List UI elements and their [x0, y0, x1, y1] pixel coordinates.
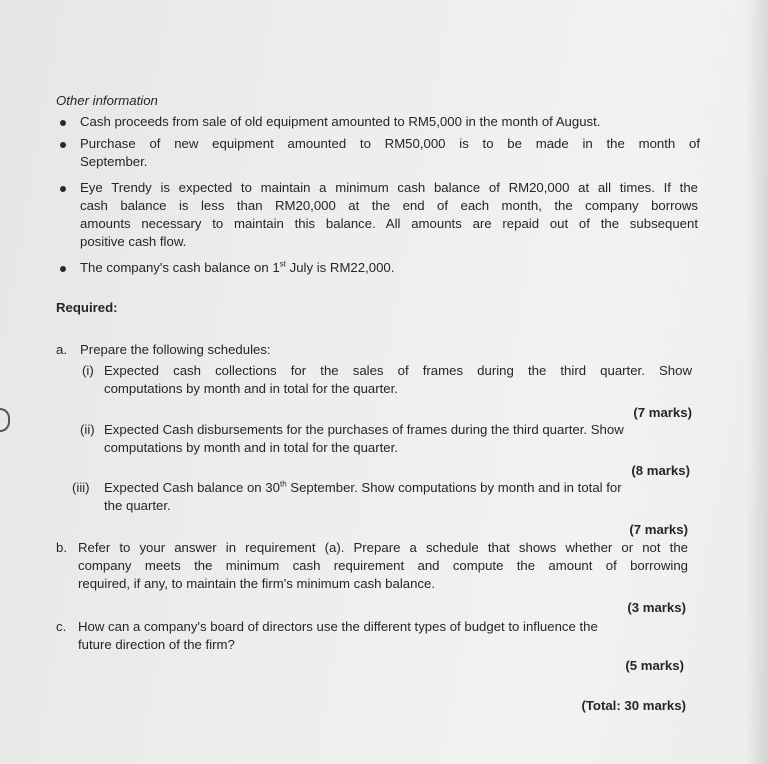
- bullet-item: [80, 135, 700, 171]
- bullet-line: cash balance is less than RM20,000 at the end of each month, the company borrows: [80, 198, 698, 213]
- sub-question-numeral: (i): [82, 363, 94, 378]
- question-line: future direction of the firm?: [78, 637, 235, 652]
- other-information-heading: Other information: [56, 93, 158, 108]
- bullet-line: Cash proceeds from sale of old equipment amounted to RM5,000 in the month of August.: [80, 114, 601, 129]
- required-heading: Required:: [56, 300, 118, 315]
- sub-question-line: Expected cash collections for the sales of frames during the third quarter. Show: [104, 363, 692, 378]
- question-b: [78, 539, 688, 593]
- sub-question-text: September. Show computations by month and in total for: [286, 480, 622, 495]
- bullet-line: Eye Trendy is expected to maintain a minimum cash balance of RM20,000 at all times. If the: [80, 180, 698, 195]
- marks-label: (3 marks): [627, 600, 686, 615]
- sub-question-numeral: (iii): [72, 480, 90, 495]
- bullet-icon: [60, 120, 66, 126]
- bullet-icon: [60, 266, 66, 272]
- bullet-item: [80, 179, 698, 251]
- marks-label: (7 marks): [629, 522, 688, 537]
- bullet-item: [80, 113, 690, 131]
- question-letter-c: c.: [56, 619, 67, 634]
- marks-label: (7 marks): [633, 405, 692, 420]
- sub-question-iii: [104, 479, 690, 515]
- sub-question-numeral: (ii): [80, 422, 95, 437]
- bullet-item: [80, 259, 680, 277]
- ordinal-suffix: th: [279, 479, 287, 489]
- bullet-line: positive cash flow.: [80, 234, 187, 249]
- sub-question-line: Expected Cash disbursements for the purchases of frames during the third quarter. Show: [104, 422, 624, 437]
- question-a-intro: Prepare the following schedules:: [80, 342, 271, 357]
- bullet-line: Purchase of new equipment amounted to RM50,000 is to be made in the month of: [80, 136, 700, 151]
- total-marks: (Total: 30 marks): [581, 698, 686, 713]
- question-letter-a: a.: [56, 342, 67, 357]
- question-line: Refer to your answer in requirement (a). Prepare a schedule that shows whether or not the: [78, 540, 688, 555]
- bullet-line: September.: [80, 154, 148, 169]
- question-letter-b: b.: [56, 540, 67, 555]
- bullet-line: amounts necessary to maintain this balance. All amounts are repaid out of the subsequent: [80, 216, 698, 231]
- bullet-text: The company's cash balance on 1: [80, 260, 280, 275]
- bullet-icon: [60, 142, 66, 148]
- marks-label: (5 marks): [625, 658, 684, 673]
- sub-question-line: [104, 479, 690, 497]
- question-line: required, if any, to maintain the firm's minimum cash balance.: [78, 576, 436, 591]
- sub-question-line: computations by month and in total for the quarter.: [104, 381, 398, 396]
- sub-question-text: Expected Cash balance on 30: [104, 480, 280, 495]
- question-line: How can a company's board of directors use the different types of budget to influence the: [78, 619, 598, 634]
- question-line: company meets the minimum cash requirement and compute the amount of borrowing: [78, 558, 688, 573]
- sub-question-ii: [104, 421, 692, 457]
- sub-question-line: the quarter.: [104, 498, 171, 513]
- bullet-text: July is RM22,000.: [285, 260, 395, 275]
- ordinal-suffix: st: [279, 259, 286, 269]
- sub-question-i: [104, 362, 692, 398]
- question-c: [78, 618, 686, 654]
- marks-label: (8 marks): [631, 463, 690, 478]
- bullet-icon: [60, 186, 66, 192]
- sub-question-line: computations by month and in total for the quarter.: [104, 440, 398, 455]
